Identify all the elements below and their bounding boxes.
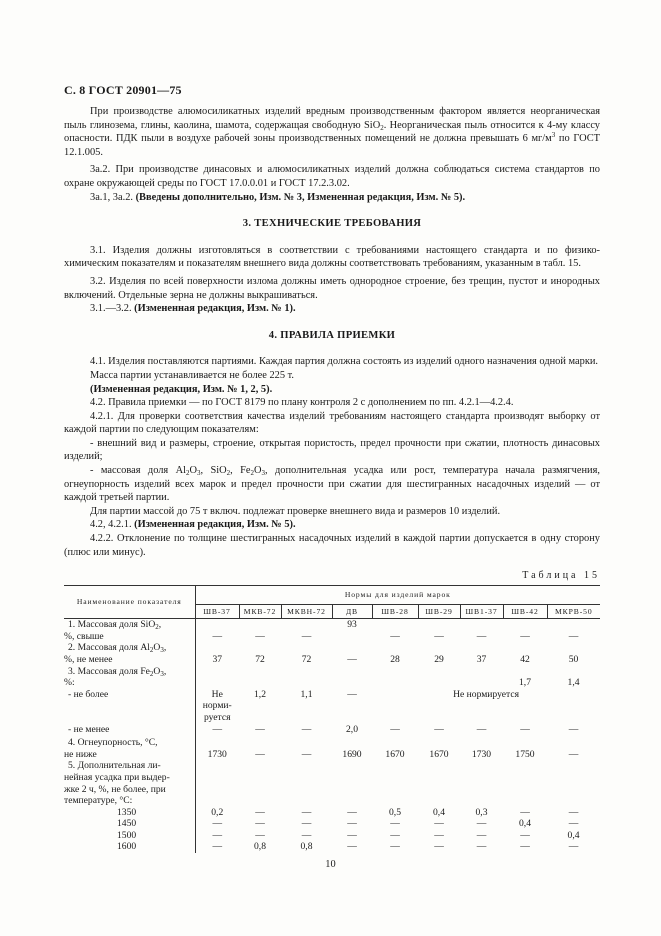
table-cell: — [568, 630, 579, 642]
table-cell: 2,0 [346, 723, 358, 735]
paragraph-4-2-2: 4.2.2. Отклонение по толщине шестигранных насадочных изделий в каждой партии допускается в одну сторону (плюс или минус). [64, 533, 600, 558]
table-cell: 72 [301, 653, 312, 665]
table-cell: 0,8 [300, 841, 313, 853]
mark-header: МКРВ-50 [547, 604, 600, 619]
row-label: 4. Огнеупорность, °С, не ниже [64, 737, 195, 760]
table-row [64, 807, 600, 819]
table-cell: 0,8 [254, 841, 266, 853]
table-cell: — [212, 630, 223, 642]
table-cell: 93 [347, 619, 357, 631]
table-cell: — [255, 829, 265, 841]
table-cell: — [212, 841, 223, 853]
paragraph-3-note: 3.1.—3.2. (Измененная редакция, Изм. № 1). [90, 303, 296, 315]
table-row [64, 724, 600, 738]
table-cell: 28 [390, 653, 400, 665]
table-cell: — [568, 748, 579, 760]
mark-header: МКВН-72 [281, 604, 332, 619]
row-label: 1350 [64, 807, 195, 819]
table-cell: 72 [255, 653, 265, 665]
norms-header: Нормы для изделий марок [195, 586, 600, 605]
table-cell: 0,2 [211, 806, 224, 818]
table-cell: — [301, 748, 312, 760]
paragraph-list-1: - внешний вид и размеры, строение, открытая пористость, предел прочности при сжатии, плотность динасовых изделий; [64, 437, 600, 463]
row-label: 3. Массовая доля $Fe_2O_3$, %: [64, 666, 195, 689]
table-cell: 1,7 [519, 677, 531, 689]
table-row [64, 689, 600, 724]
table-cell: — [255, 630, 265, 642]
table-cell: — [347, 818, 357, 830]
table-cell: 50 [568, 653, 579, 665]
table-cell: 0,3 [475, 806, 488, 818]
table-cell: — [568, 818, 579, 830]
paragraph-4-1: 4.1. Изделия поставляются партиями. Каждая партия должна состоять из изделий одного назначения одной марки. [90, 356, 599, 368]
table-cell: — [568, 841, 579, 853]
table-cell: — [347, 841, 357, 853]
table-row [64, 760, 600, 806]
table-cell: 1670 [429, 748, 449, 760]
row-label: 1. Массовая доля SiO$_2$, %, свыше [64, 619, 195, 643]
table-cell: 1,1 [300, 688, 313, 700]
table-cell: — [568, 806, 579, 818]
mark-header: ШВ-28 [372, 604, 418, 619]
table-cell: — [390, 829, 400, 841]
row-label: 1500 [64, 830, 195, 842]
paragraph-4-2-note: 4.2, 4.2.1. (Измененная редакция, Изм. № 5). [90, 519, 296, 531]
table-cell: 0,4 [433, 806, 445, 818]
table-cell: — [434, 841, 444, 853]
table-cell: — [347, 806, 357, 818]
table-cell: 37 [476, 653, 487, 665]
paragraph-3-2: 3.2. Изделия по всей поверхности излома должны иметь однородное строение, без трещин, пустот и инородных включений. Отдельные зерна не должны выкрашиваться. [64, 275, 600, 301]
table-cell: — [476, 841, 487, 853]
row-label: 1600 [64, 841, 195, 853]
table-cell: — [255, 818, 265, 830]
paragraph-3a2: 3а.2. При производстве динасовых и алюмосиликатных изделий должна соблюдаться система стандартов по охране окружающей среды по ГОСТ 17.0.0.01 и ГОСТ 17.2.3.02. [64, 164, 600, 189]
table-cell: — [347, 829, 357, 841]
table-cell: — [390, 723, 400, 735]
paragraph-3-1: 3.1. Изделия должны изготовляться в соответствии с требованиями настоящего стандарта и по физико-химическим показателям и показателям внешнего вида должны соответствовать требованиям, указанным в табл. 15. [64, 244, 600, 270]
table-cell: — [520, 630, 530, 642]
table-cell: — [301, 630, 312, 642]
table-row [64, 830, 600, 842]
table-15 [64, 585, 600, 853]
table-cell: 0,4 [519, 818, 531, 830]
table-cell: — [476, 723, 487, 735]
section-heading-3: 3. ТЕХНИЧЕСКИЕ ТРЕБОВАНИЯ [242, 218, 422, 230]
table-cell: — [568, 723, 579, 735]
table-row [64, 642, 600, 665]
table-cell: — [434, 630, 444, 642]
table-cell: — [255, 748, 265, 760]
table-cell: 1730 [207, 748, 227, 760]
row-label: - не менее [64, 724, 195, 738]
row-label: - не более [64, 689, 195, 724]
mark-header: ДВ [332, 604, 372, 619]
mark-header: ШВ-42 [503, 604, 547, 619]
page-number: 10 [325, 859, 336, 870]
table-cell: 1750 [515, 748, 535, 760]
mark-header: ШВ1-37 [460, 604, 503, 619]
table-cell: — [347, 688, 357, 700]
table-cell: Не норми- руется [202, 688, 232, 723]
table-row [64, 737, 600, 760]
paragraph-list-2: - массовая доля $Al_2O_3$, SiO$_2$, $Fe_2O_3$, дополнительная усадка или рост, температура начала размягчения, огнеупорность изделий всех марок и предел прочности при сжатии для шестигранных насадочных изделий — от каждой третьей партии. [64, 465, 600, 504]
table-cell: — [347, 653, 357, 665]
table-cell: 1730 [471, 748, 492, 760]
table-cell: — [520, 829, 530, 841]
table-cell: 1690 [342, 748, 362, 760]
mark-header: ШВ-29 [418, 604, 460, 619]
table-row [64, 841, 600, 853]
section-heading-4: 4. ПРАВИЛА ПРИЕМКИ [268, 329, 396, 341]
param-header: Наименование показателя [64, 586, 195, 619]
table-cell: — [434, 723, 444, 735]
table-cell: — [301, 818, 312, 830]
table-cell: — [390, 818, 400, 830]
table-cell: — [301, 806, 312, 818]
table-cell: — [390, 630, 400, 642]
table-cell: 1,2 [254, 688, 266, 700]
table-cell: — [212, 723, 223, 735]
table-cell: — [434, 818, 444, 830]
table-cell: — [255, 723, 265, 735]
table-cell: 1670 [385, 748, 405, 760]
mark-header: ШВ-37 [195, 604, 239, 619]
table-cell: — [212, 818, 223, 830]
table-row [64, 818, 600, 830]
table-row [64, 666, 600, 689]
row-label: 2. Массовая доля $Al_2O_3$, %, не менее [64, 642, 195, 665]
table-cell: — [520, 723, 530, 735]
paragraph-lot-mass: Масса партии устанавливается не более 225 т. [90, 369, 294, 381]
table-cell: 37 [212, 653, 223, 665]
table-cell: — [434, 829, 444, 841]
table-cell: 1,4 [567, 677, 580, 689]
row-label: 1450 [64, 818, 195, 830]
table-cell: 0,4 [567, 829, 580, 841]
paragraph-4-2: 4.2. Правила приемки — по ГОСТ 8179 по плану контроля 2 с дополнением по пп. 4.2.1—4.2.4. [90, 397, 514, 409]
table-cell: 29 [434, 653, 444, 665]
table-cell: — [301, 723, 312, 735]
table-cell: Не нормируется [453, 688, 520, 700]
table-cell: — [212, 829, 223, 841]
table-cell: 42 [520, 653, 530, 665]
table-cell: — [476, 818, 487, 830]
paragraph-4-1-note: (Измененная редакция, Изм. № 1, 2, 5). [90, 383, 273, 395]
table-cell: — [520, 841, 530, 853]
mark-header: МКВ-72 [239, 604, 281, 619]
page-header: С. 8 ГОСТ 20901—75 [64, 83, 182, 97]
paragraph-dust: При производстве алюмосиликатных изделий вредным производственным фактором является неорганическая пыль глинозема, глины, каолина, шамота, содержащая свободную SiO$_2$. Неорганическая пыль относится к 4-му классу опасности. ПДК пыли в воздухе рабочей зоны производственных помещений не должна превышать 6 $мг/м^3$ по ГОСТ 12.1.005. [64, 106, 600, 158]
table-cell: — [476, 829, 487, 841]
table-cell: — [476, 630, 487, 642]
paragraph-3a-note: 3а.1, 3а.2. (Введены дополнительно, Изм. № 3, Измененная редакция, Изм. № 5). [90, 191, 466, 203]
table-cell: — [390, 841, 400, 853]
paragraph-4-2-1: 4.2.1. Для проверки соответствия качества изделий требованиям настоящего стандарта производят выборку от каждой партии по следующим показателям: [64, 410, 600, 436]
table-row [64, 619, 600, 643]
table-caption: Таблица 15 [522, 570, 600, 581]
document-body [64, 105, 600, 559]
table-cell: — [301, 829, 312, 841]
table-cell: — [255, 806, 265, 818]
table-cell: 0,5 [389, 806, 401, 818]
table-cell: — [520, 806, 530, 818]
paragraph-small-lot: Для партии массой до 75 т включ. подлежат проверке внешнего вида и размеров 10 изделий. [90, 505, 501, 517]
row-label: 5. Дополнительная ли- нейная усадка при выдер- жке 2 ч, %, не более, при температуре, °С: [64, 760, 195, 806]
